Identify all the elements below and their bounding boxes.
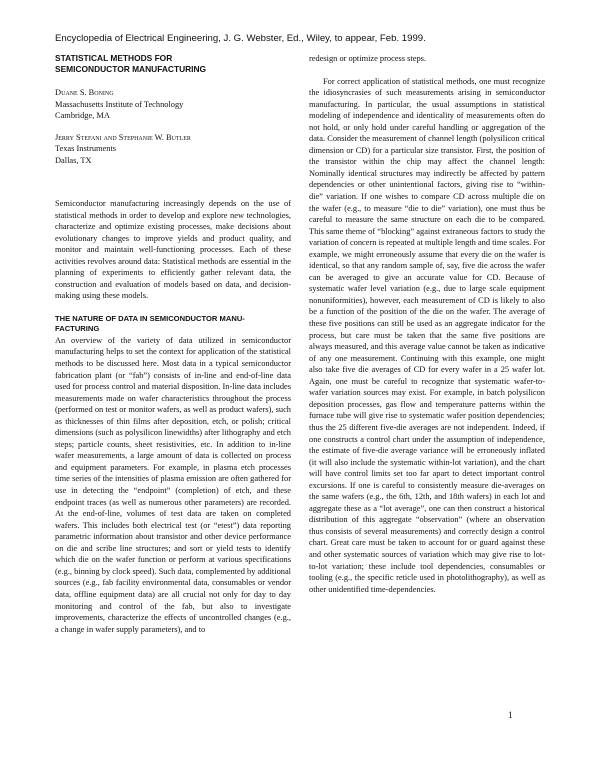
author-2-location: Dallas, TX	[55, 155, 92, 165]
abstract-paragraph: Semiconductor manufacturing increasingly depends on the use of statistical methods in order to develop and explore new technologies, characterize and optimize existing processes, make decisions about evolutionary changes to improve yields and product quality, and monitor and maintain well-functioning processes. Each of these activities revolves around data: Statistical methods are essential in the planning of experiments to efficiently gather relevant data, the construction and evaluation of models based on data, and decision-making using these models.	[55, 199, 291, 301]
paper-title	[55, 53, 291, 75]
section-heading: THE NATURE OF DATA IN SEMICONDUCTOR MANU- FACTURING	[55, 313, 245, 334]
author-block-2	[55, 132, 291, 167]
body-paragraph: For correct application of statistical methods, one must recognize the idiosyncrasies of such measurements arising in semiconductor manufacturing. In particular, the usual assumptions in statistical modeling of independence and identicality of measurements often do not hold, or only hold under careful handling or aggregation of the data. Consider the measurement of channel length (polysilicon critical dimension or CD) for a particular size transistor. First, the position of the transistor within the chip may affect the channel length: Nominally identical structures may indirectly be affected by pattern dependencies or other unintentional factors, giving rise to “within-die” variation. If one wishes to compare CD across multiple die on the wafer (e.g., to measure “die to die” variation), one must thus be careful to measure the same structure on each die to be compared. This same theme of “blocking” against extraneous factors to study the variation of concern is repeated at multiple length and time scales. For example, we might erroneously assume that every die on the wafer is identical, so that any random sample of, say, five die across the wafer can be averaged to give an accurate value for CD. Because of systematic wafer level variation (e.g., due to large scale equipment nonuniformities), however, each measurement of CD is likely to also be a function of the position of the die on the wafer. The average of these five positions can still be used as an aggregate indicator for the process, but care must be taken that the same five positions are always measured, and this average value cannot be taken as indicative of any one measurement. Continuing with this example, one might also take five die averages of CD for every wafer in a 25 wafer lot. Again, one must be careful to recognize that systematic wafer-to-wafer variation sources may exist. For example, in batch polysilicon deposition processes, gas flow and temperature patterns within the furnace tube will give rise to systematic wafer position dependencies; thus the 25 different five-die averages are not independent. Indeed, if one constructs a control chart under the assumption of independence, the estimate of five-die average variance will be erroneously inflated (it will also include the systematic within-lot variation), and the chart will have control limits set too far apart to detect important control excursions. If one is careful to consistently measure die-averages on the same wafers (e.g., the 6th, 12th, and 18th wafers) in each lot and aggregate these as a “lot average”, one can then construct a historical distribution of this aggregate “observation” (where an observation thus consists of several measurements) and correctly design a control chart. Great care must be taken to account for or guard against these and other systematic sources of variation which may give rise to lot-to-lot variation; these include tool dependencies, consumables or tooling (e.g., the specific reticle used in photolithography), as well as other unidentified time-dependencies.	[309, 76, 545, 594]
author-block-1	[55, 87, 291, 122]
title-line-1: STATISTICAL METHODS FOR	[55, 53, 173, 63]
author-1-location: Cambridge, MA	[55, 111, 110, 120]
page-number: 1	[508, 711, 513, 721]
author-2-affiliation: Texas Instruments	[55, 144, 117, 153]
title-line-2: SEMICONDUCTOR MANUFACTURING	[55, 64, 207, 74]
section-paragraph: An overview of the variety of data utilized in semiconductor manufacturing helps to set the context for application of the statistical methods to be discussed here. Most data in a typical semiconductor fabrication plant (or “fab”) consists of in-line and end-of-line data used for process control and material disposition. In-line data includes measurements made on wafer characteristics throughout the process (performed on test or monitor wafers, as well as product wafers), such as thicknesses of thin films after deposition, etch, or polish; critical dimensions (such as polysilicon linewidths) after lithography and etch steps; particle counts, sheet resistivities, etc. In addition to in-line wafer measurements, a large amount of data is collected on process and equipment parameters. For example, in plasma etch processes time series of the intensities of plasma emission are often gathered for use in detecting the “endpoint” (completion) of etch, and these endpoint traces (as well as numerous other parameters) are recorded. At the end-of-line, volumes of test data are taken on completed wafers. This includes both electrical test (or “etest”) data reporting parametric information about transistor and other device performance on die and scribe line structures; and sort or yield tests to identify which die on the wafer function or perform at various specifications (e.g., binning by clock speed). Such data, complemented by additional sources (e.g., fab facility environmental data, consumables or vendor data, offline equipment data) are all crucial not only for day to day monitoring and control of the fab, but also to investigate improvements, characterize the effects of uncontrolled changes (e.g., a change in wafer supply parameters), and to	[55, 335, 291, 634]
left-column	[55, 53, 291, 635]
author-2-names: Jerry Stefani and Stephanie W. Butler	[55, 132, 191, 142]
continuation-text: redesign or optimize process steps.	[309, 54, 426, 63]
running-header: Encyclopedia of Electrical Engineering, J. G. Webster, Ed., Wiley, to appear, Feb. 1999.	[55, 33, 426, 44]
author-1-affiliation: Massachusetts Institute of Technology	[55, 99, 184, 109]
right-column	[309, 53, 545, 595]
author-1-name: Duane S. Boning	[55, 88, 114, 97]
